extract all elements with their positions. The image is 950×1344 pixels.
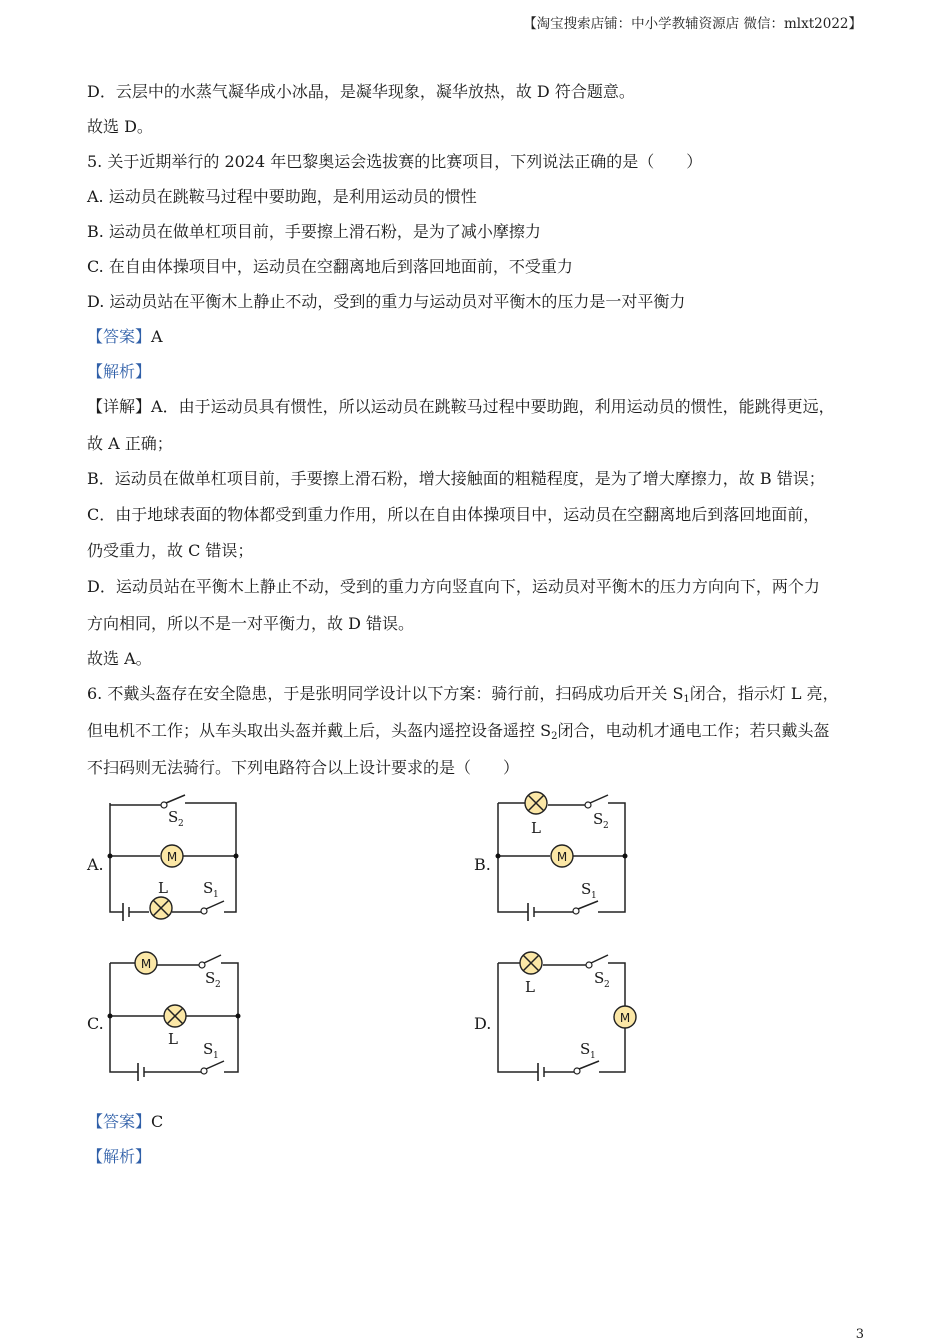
- q5-option-b: B. 运动员在做单杠项目前，手要擦上滑石粉，是为了减小摩擦力: [87, 222, 541, 241]
- q6-option-c-label: C.: [87, 1014, 104, 1033]
- svg-text:2: 2: [215, 980, 221, 990]
- circuit-b: [488, 790, 638, 920]
- answer-tag: 【答案】: [87, 1112, 152, 1131]
- q5-answer-row: [87, 327, 163, 347]
- q6-stem-3: 不扫码则无法骑行。下列电路符合以上设计要求的是（ ）: [87, 758, 520, 777]
- svg-text:M: M: [166, 850, 178, 864]
- q5-answer: A: [151, 327, 163, 346]
- analysis-tag: 【解析】: [87, 362, 152, 381]
- svg-text:1: 1: [213, 890, 219, 900]
- q5-detail-6: D．运动员站在平衡木上静止不动，受到的重力方向竖直向下，运动员对平衡木的压力方向向下，两个力: [87, 577, 820, 596]
- q5-detail-4: C．由于地球表面的物体都受到重力作用，所以在自由体操项目中，运动员在空翻离地后到落回地面前，: [87, 505, 820, 524]
- detail-tag: 【详解】: [87, 397, 152, 416]
- q6-stem-1: 6. 不戴头盔存在安全隐患，于是张明同学设计以下方案：骑行前，扫码成功后开关 $S_1$闭合，指示灯 L 亮，: [87, 684, 839, 705]
- q5-detail-3: B．运动员在做单杠项目前，手要擦上滑石粉，增大接触面的粗糙程度，是为了增大摩擦力，故 B 错误；: [87, 469, 825, 488]
- q6-analysis-row: [87, 1147, 151, 1167]
- svg-text:L: L: [525, 978, 535, 996]
- svg-text:M: M: [556, 850, 568, 864]
- svg-text:L: L: [158, 879, 168, 897]
- q5-detail-5: 仍受重力，故 C 错误；: [87, 541, 254, 560]
- circuit-d: [488, 950, 638, 1080]
- q5-detail-7: 方向相同，所以不是一对平衡力，故 D 错误。: [87, 614, 415, 633]
- answer-tag: 【答案】: [87, 327, 152, 346]
- svg-text:S: S: [203, 879, 214, 897]
- q5-option-a: A. 运动员在跳鞍马过程中要助跑，是利用运动员的惯性: [87, 187, 477, 206]
- q6-stem-2: 但电机不工作；从车头取出头盔并戴上后，头盔内遥控设备遥控 $S_2$闭合，电动机才通电工作；若只戴头盔: [87, 721, 830, 742]
- q5-stem: 5. 关于近期举行的 2024 年巴黎奥运会选拔赛的比赛项目，下列说法正确的是（ ）: [87, 152, 703, 171]
- q6-answer-row: [87, 1112, 163, 1132]
- page-header: 【淘宝搜索店铺：中小学教辅资源店 微信：mlxt2022】: [523, 16, 862, 32]
- svg-text:L: L: [168, 1030, 178, 1048]
- svg-text:2: 2: [603, 821, 609, 831]
- q5-detail-2: 故 A 正确；: [87, 434, 173, 453]
- svg-text:S: S: [594, 969, 605, 987]
- svg-text:S: S: [168, 808, 179, 826]
- page-number: 3: [855, 1327, 864, 1342]
- q6-option-b-label: B.: [474, 855, 491, 874]
- circuit-c: [100, 950, 250, 1080]
- svg-text:M: M: [619, 1011, 631, 1025]
- q6-option-a-label: A.: [87, 855, 104, 874]
- q5-choose: 故选 A。: [87, 649, 152, 668]
- circuit-a: [100, 790, 250, 920]
- q5-detail-row-1: [87, 397, 835, 417]
- svg-text:S: S: [593, 810, 604, 828]
- svg-text:1: 1: [590, 1051, 596, 1061]
- svg-text:S: S: [205, 969, 216, 987]
- q6-answer: C: [151, 1112, 164, 1131]
- analysis-tag: 【解析】: [87, 1147, 152, 1166]
- q5-detail-1: A．由于运动员具有惯性，所以运动员在跳鞍马过程中要助跑，利用运动员的惯性，能跳得更远，: [151, 397, 835, 416]
- q5-option-d: D. 运动员站在平衡木上静止不动，受到的重力与运动员对平衡木的压力是一对平衡力: [87, 292, 686, 311]
- svg-text:2: 2: [604, 980, 610, 990]
- svg-text:1: 1: [213, 1051, 219, 1061]
- svg-text:S: S: [203, 1040, 214, 1058]
- svg-text:2: 2: [178, 819, 184, 829]
- svg-text:S: S: [581, 880, 592, 898]
- svg-text:M: M: [140, 957, 152, 971]
- svg-text:L: L: [531, 819, 541, 837]
- svg-text:1: 1: [591, 891, 597, 901]
- svg-text:S: S: [580, 1040, 591, 1058]
- q4-choose: 故选 D。: [87, 117, 153, 136]
- q5-option-c: C. 在自由体操项目中，运动员在空翻离地后到落回地面前，不受重力: [87, 257, 573, 276]
- q4-option-d: D．云层中的水蒸气凝华成小冰晶，是凝华现象，凝华放热，故 D 符合题意。: [87, 82, 635, 101]
- q6-option-d-label: D.: [474, 1014, 492, 1033]
- q5-analysis-row: [87, 362, 151, 382]
